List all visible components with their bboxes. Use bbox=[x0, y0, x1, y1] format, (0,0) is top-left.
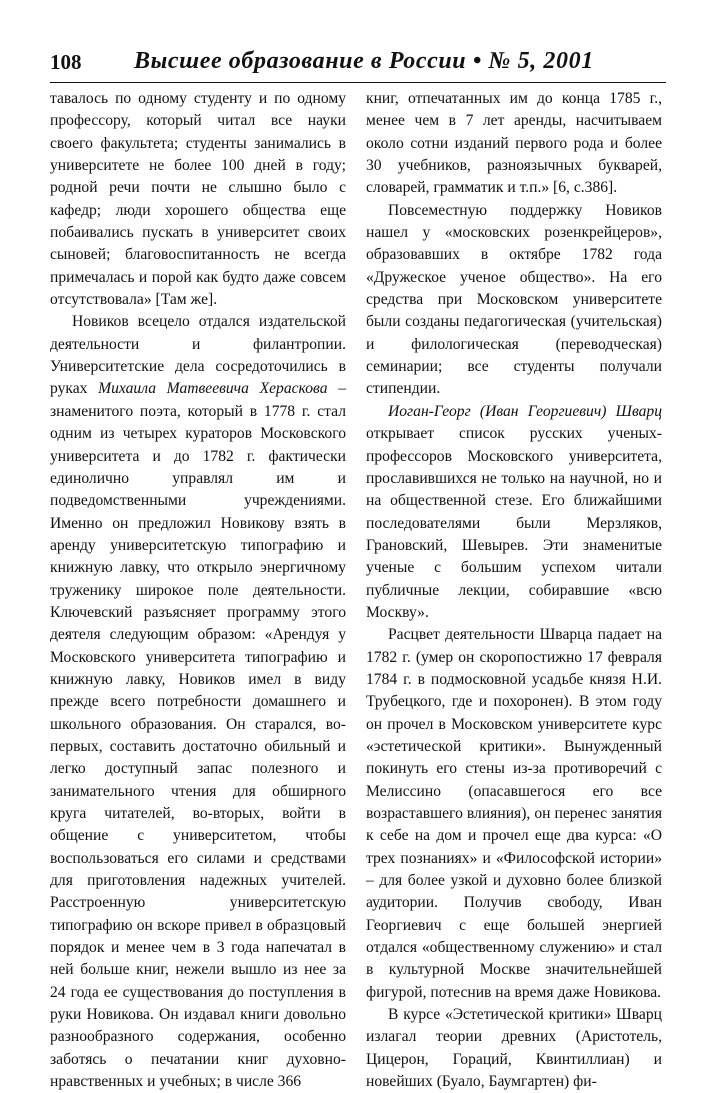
paragraph bbox=[366, 401, 662, 624]
paragraph-text: –знаменитого поэта, который в 1778 г. стал одним из четырех кураторов Московского университета и до 1782 г. фактически единолично управлял им и подведомственными учреждениями. Именно он предложил Новикову взять в аренду университетскую типографию и книжную лавку, что открыло энергичному труженику широкое поле деятельности. Ключевский разъясняет программу этого деятеля следующим образом: «Арендуя у Московского университета типографию и книжную лавку, Новиков имел в виду прежде всего потребности домашнего и школьного образования. Он старался, во-первых, составить достаточно обильный и легко доступный запас полезного и занимательного чтения для обширного круга читателей, во-вторых, войти в общение с университетом, чтобы воспользоваться его силами и средствами для приготовления надежных учителей. Расстроенную университетскую типографию он вскоре привел в образцовый порядок и менее чем в 3 года напечатал в ней больше книг, нежели вышло из нее за 24 года ее существования до поступления в руки Новикова. Он издавал книги довольно разнообразного содержания, особенно заботясь о печатании книг духовно-нравственных и учебных; в числе 366 bbox=[50, 380, 346, 1091]
paragraph: В курсе «Эстетической критики» Шварц излагал теории древних (Аристотель, Цицерон, Гораций, Квинтиллиан) и новейших (Буало, Баумгартен) фи- bbox=[366, 1006, 662, 1091]
paragraph-text: открывает список русских ученых-профессоров Московского университета, прославившихся не только на научной, но и на общественной стезе. Его ближайшими последователями были Мерзляков, Грановский, Шевырев. Эти знаменитые ученые с большим успехом читали публичные лекции, собиравшие «всю Москву». bbox=[366, 425, 662, 621]
header-rule bbox=[50, 82, 666, 83]
page-number: 108 bbox=[50, 50, 82, 74]
page-header bbox=[50, 46, 670, 82]
right-column bbox=[366, 88, 662, 1093]
paragraph: Повсеместную поддержку Новиков нашел у «московских розенкрейцеров», образовавших в октябре 1782 года «Дружеское ученое общество». На его средства при Московском университете были созданы педагогическая (учительская) и филологическая (переводческая) семинарии; все студенты получали стипендии. bbox=[366, 201, 662, 398]
paragraph-text: Новиков всецело отдался издательской деятельности и филантропии. Университетские дела сосредоточились в руках bbox=[50, 313, 346, 398]
paragraph: книг, отпечатанных им до конца 1785 г., менее чем в 7 лет аренды, насчитываем около сотни изданий первого рода и более 30 учебников, разноязычных букварей, словарей, грамматик и т.п.» [6, с.386]. bbox=[366, 90, 662, 197]
paragraph bbox=[50, 311, 346, 1093]
paragraph: тавалось по одному студенту и по одному профессору, который читал все науки своего факультета; студенты занимались в университете не более 100 дней в году; родной речи почти не слышно было с кафедр; люди хорошего общества еще побаивались пускать в университет своих сыновей; благовоспитанность не всегда примечалась и порой как будто даже совсем отсутствовала» [Там же]. bbox=[50, 90, 346, 309]
person-name: Михаила Матвеевича Хераскова bbox=[98, 380, 328, 398]
person-name: Иоган-Георг (Иван Георгиевич) Шварц bbox=[388, 402, 662, 420]
left-column bbox=[50, 88, 346, 1093]
paragraph: Расцвет деятельности Шварца падает на 1782 г. (умер он скоропостижно 17 февраля 1784 г. в подмосковной усадьбе князя Н.И. Трубецкого, где и похоронен). В этом году он прочел в Московском университете курс «эстетической критики». Вынужденный покинуть его стены из-за противоречий с Мелиссино (опасавшегося его все возраставшего влияния), он перенес занятия к себе на дом и прочел еще два курса: «О трех познаниях» и «Философской истории» – для более узкой и духовно более близкой аудитории. Получив свободу, Иван Георгиевич с еще большей энергией отдался «общественному служению» и стал в культурной Москве значительнейшей фигурой, потеснив на время даже Новикова. bbox=[366, 626, 662, 1001]
running-head: Высшее образование в России • № 5, 2001 bbox=[134, 48, 594, 74]
